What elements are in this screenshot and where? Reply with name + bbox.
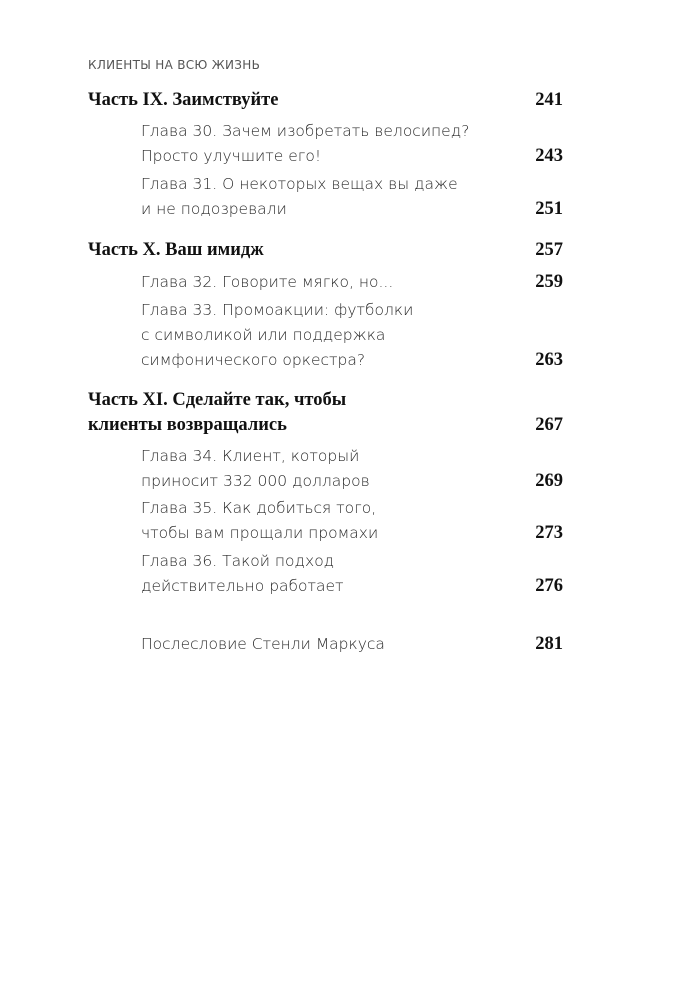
part-title: Часть X. Ваш имидж [88, 240, 264, 260]
chapter-title-line: с символикой или поддержка [141, 326, 386, 344]
chapter-title-line: Глава 30. Зачем изобретать велосипед? [141, 122, 470, 140]
toc-chapter-32[interactable] [141, 270, 563, 295]
part-title-line: клиенты возвращались [88, 415, 287, 435]
chapter-title-line: и не подозревали [141, 200, 287, 218]
chapter-title-line: приносит 332 000 долларов [141, 472, 370, 490]
toc-afterword[interactable] [141, 632, 563, 657]
page-number: 257 [535, 240, 563, 260]
chapter-title-line: действительно работает [141, 577, 344, 595]
page-number: 251 [535, 199, 563, 219]
page-number: 243 [535, 146, 563, 166]
page-number: 267 [535, 415, 563, 435]
chapter-title-line: симфонического оркестра? [141, 351, 366, 369]
page-number: 276 [535, 576, 563, 596]
toc-chapter-30[interactable] [141, 119, 563, 169]
page-number: 269 [535, 471, 563, 491]
part-title: Часть IX. Заимствуйте [88, 90, 279, 110]
chapter-title-line: Просто улучшите его! [141, 147, 322, 165]
page-number: 263 [535, 350, 563, 370]
toc-part-11[interactable] [88, 388, 563, 438]
page-number: 241 [535, 90, 563, 110]
toc-part-10[interactable] [88, 238, 563, 263]
chapter-title-line: чтобы вам прощали промахи [141, 524, 379, 542]
chapter-title-line: Глава 31. О некоторых вещах вы даже [141, 175, 458, 193]
part-title-line: Часть XI. Сделайте так, чтобы [88, 390, 347, 410]
toc-part-9[interactable] [88, 88, 563, 113]
page-number: 281 [535, 634, 563, 654]
chapter-title-line: Глава 34. Клиент, который [141, 447, 360, 465]
afterword-title: Послесловие Стенли Маркуса [141, 635, 385, 653]
chapter-title-line: Глава 36. Такой подход [141, 552, 335, 570]
toc-chapter-33[interactable] [141, 298, 563, 373]
chapter-title-line: Глава 32. Говорите мягко, но... [141, 273, 394, 291]
page-number: 259 [535, 272, 563, 292]
page-number: 273 [535, 523, 563, 543]
toc-chapter-35[interactable] [141, 496, 563, 546]
toc-chapter-31[interactable] [141, 172, 563, 222]
toc-chapter-34[interactable] [141, 444, 563, 494]
running-header: КЛИЕНТЫ НА ВСЮ ЖИЗНЬ [88, 58, 261, 72]
chapter-title-line: Глава 35. Как добиться того, [141, 499, 377, 517]
chapter-title-line: Глава 33. Промоакции: футболки [141, 301, 414, 319]
toc-chapter-36[interactable] [141, 549, 563, 599]
